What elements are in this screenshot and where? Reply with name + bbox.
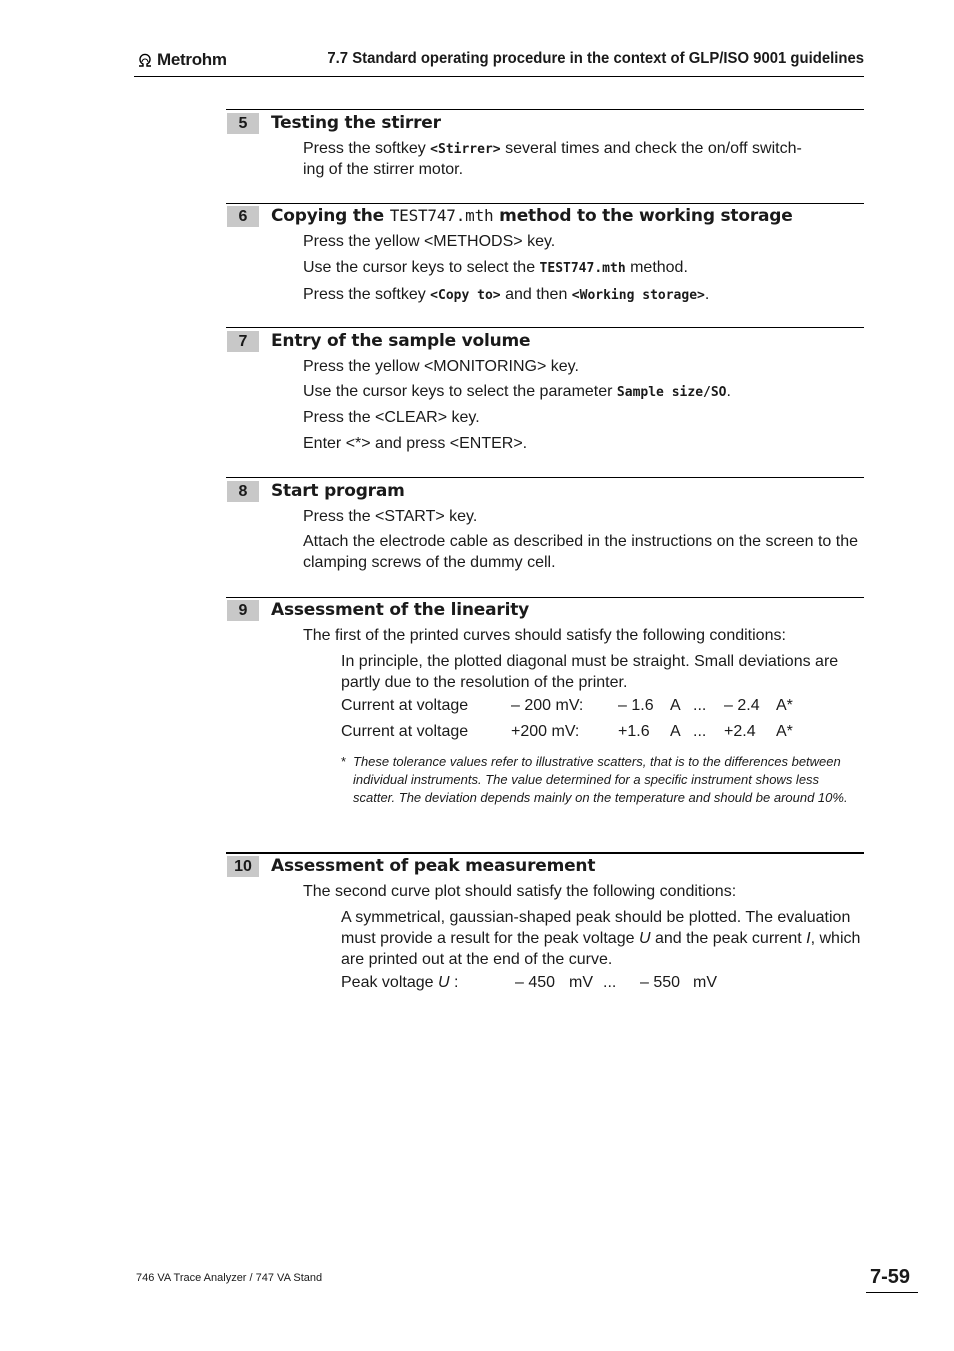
voltage-value: – 200 mV:: [511, 697, 584, 714]
step-text: Press the <START> key.: [303, 508, 478, 525]
low-limit: +1.6: [618, 723, 650, 740]
unit: mV: [693, 974, 717, 991]
unit: A: [670, 723, 681, 740]
step-text: A symmetrical, gaussian-shaped peak should be plotted. The evaluation must provide a result for the peak voltage U and the peak current I, which are printed out at the end of the curve.: [341, 909, 861, 968]
step-text: Use the cursor keys to select the TEST747.mth method.: [303, 259, 688, 276]
high-limit: – 550: [640, 974, 681, 991]
step-number: 10: [227, 856, 259, 877]
step-title: Assessment of the linearity: [271, 600, 530, 620]
unit: A: [670, 697, 681, 714]
voltage-value: +200 mV:: [511, 723, 580, 740]
unit: mV: [569, 974, 593, 991]
step-title: Entry of the sample volume: [271, 331, 531, 351]
step-divider: [226, 203, 864, 204]
step-text: Attach the electrode cable as described in the instructions on the screen to the clamping screws of the dummy cell.: [303, 533, 858, 571]
softkey-code: <Stirrer>: [430, 142, 501, 157]
parameter-code: Sample size/SO: [616, 385, 727, 400]
step-text: Press the softkey <Copy to> and then <Working storage>.: [303, 286, 710, 303]
low-limit: – 1.6: [618, 697, 654, 714]
step-title: Testing the stirrer: [271, 113, 441, 133]
step-text: Press the softkey <Stirrer> several times and check the on/off switch-: [303, 140, 802, 157]
footnote-marker: *: [341, 754, 347, 769]
step-divider: [226, 477, 864, 478]
page-number: 7-59: [870, 1266, 911, 1288]
high-limit: – 2.4: [724, 697, 760, 714]
step-divider: [226, 852, 864, 854]
softkey-code: <Copy to>: [430, 288, 501, 303]
step-number: 8: [227, 481, 259, 502]
high-limit: +2.4: [724, 723, 756, 740]
step-title: Start program: [271, 481, 405, 501]
brand-logo: [136, 50, 227, 70]
brand-name: Metrohm: [157, 50, 227, 69]
step-text: Enter <*> and press <ENTER>.: [303, 435, 528, 452]
unit: A*: [776, 697, 793, 714]
metrohm-omega-icon: [136, 51, 154, 69]
step-text: Use the cursor keys to select the parameter Sample size/SO.: [303, 383, 731, 400]
section-title: 7.7 Standard operating procedure in the context of GLP/ISO 9001 guidelines: [327, 50, 864, 67]
step-number: 6: [227, 206, 259, 227]
step-divider: [226, 109, 864, 110]
step-title: Copying the TEST747.mth method to the working storage: [271, 206, 793, 226]
softkey-code: <Working storage>: [571, 288, 705, 303]
step-divider: [226, 597, 864, 598]
range-dots: ...: [693, 723, 707, 740]
step-text: The first of the printed curves should satisfy the following conditions:: [303, 627, 786, 644]
range-dots: ...: [693, 697, 707, 714]
step-number: 5: [227, 113, 259, 134]
footer-rule: [866, 1292, 918, 1293]
step-text: In principle, the plotted diagonal must be straight. Small deviations are partly due to the resolution of the printer.: [341, 653, 839, 691]
row-label: Current at voltage: [341, 723, 469, 740]
low-limit: – 450: [515, 974, 556, 991]
step-number: 9: [227, 600, 259, 621]
step-text: Press the yellow <MONITORING> key.: [303, 358, 579, 375]
footnote: [341, 753, 861, 807]
method-code: TEST747.mth: [389, 206, 494, 225]
step-title: Assessment of peak measurement: [271, 856, 596, 876]
footer-product: 746 VA Trace Analyzer / 747 VA Stand: [136, 1272, 323, 1284]
step-number: 7: [227, 331, 259, 352]
step-text: ing of the stirrer motor.: [303, 161, 464, 178]
step-divider: [226, 327, 864, 328]
header-rule: [134, 76, 864, 77]
unit: A*: [776, 723, 793, 740]
range-dots: ...: [603, 974, 617, 991]
row-label: Current at voltage: [341, 697, 469, 714]
method-code: TEST747.mth: [539, 261, 626, 276]
step-text: Press the yellow <METHODS> key.: [303, 233, 556, 250]
row-label: Peak voltage U :: [341, 974, 459, 991]
step-text: Press the <CLEAR> key.: [303, 409, 480, 426]
footnote-text: These tolerance values refer to illustrative scatters, that is to the differences between individual instruments. The value determined for a specific instrument shows less scatter. The deviation depends mainly on the temperature and should be around 10%.: [353, 754, 848, 805]
step-text: The second curve plot should satisfy the following conditions:: [303, 883, 737, 900]
